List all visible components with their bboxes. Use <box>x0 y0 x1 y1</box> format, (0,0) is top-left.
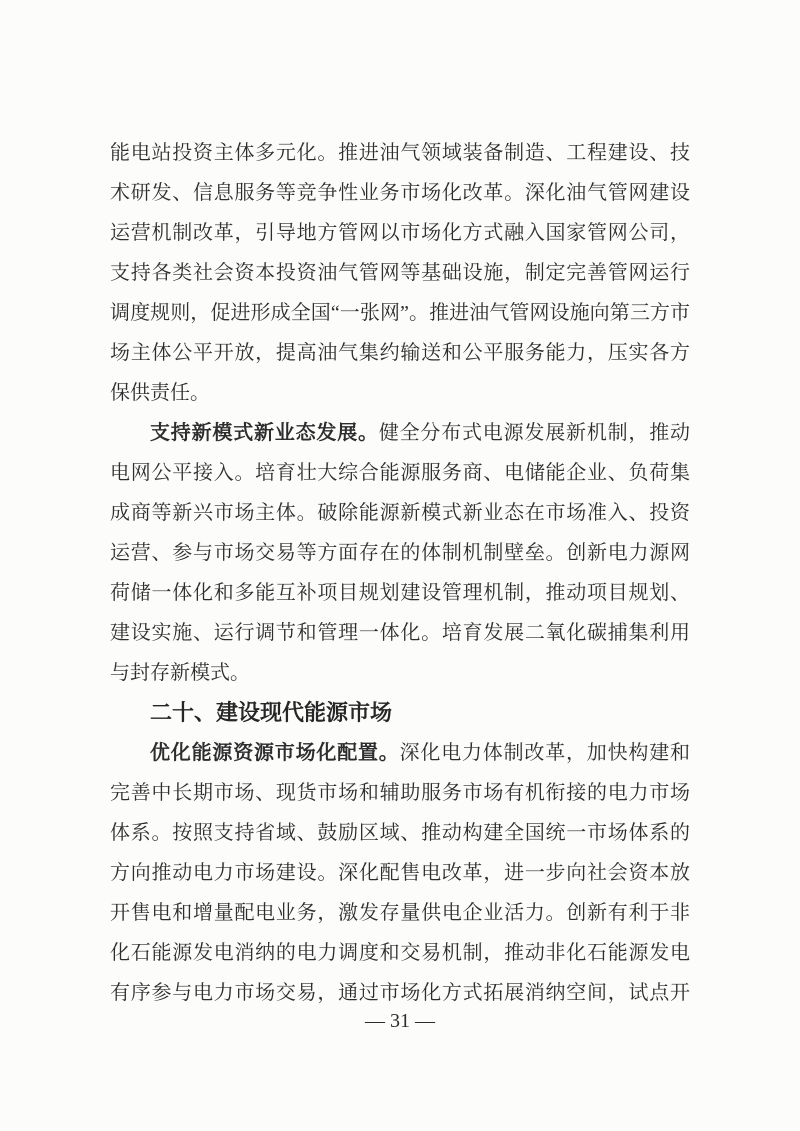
body-line: 成商等新兴市场主体。破除能源新模式新业态在市场准入、投资 <box>110 502 690 524</box>
body-line: 完善中长期市场、现货市场和辅助服务市场有机衔接的电力市场 <box>110 782 690 804</box>
body-line: 与封存新模式。 <box>110 662 250 684</box>
body-line: 场主体公平开放，提高油气集约输送和公平服务能力，压实各方 <box>110 342 690 364</box>
body-line: 荷储一体化和多能互补项目规划建设管理机制，推动项目规划、 <box>110 582 690 604</box>
body-line: 方向推动电力市场建设。深化配售电改革，进一步向社会资本放 <box>110 862 690 884</box>
body-line: 调度规则，促进形成全国“一张网”。推进油气管网设施向第三方市 <box>110 302 690 324</box>
body-line: 能电站投资主体多元化。推进油气领域装备制造、工程建设、技 <box>110 142 690 164</box>
paragraph-first-line <box>110 413 690 453</box>
body-line: 有序参与电力市场交易，通过市场化方式拓展消纳空间，试点开 <box>110 982 690 1004</box>
section-heading: 二十、建设现代能源市场 <box>150 700 393 725</box>
body-line: 运营机制改革，引导地方管网以市场化方式融入国家管网公司， <box>110 222 690 244</box>
body-line: 保供责任。 <box>110 382 210 404</box>
body-text <box>110 133 690 1013</box>
body-line: 建设实施、运行调节和管理一体化。培育发展二氧化碳捕集利用 <box>110 622 690 644</box>
paragraph-first-line <box>110 733 690 773</box>
body-line-text: 健全分布式电源发展新机制，推动 <box>378 422 690 444</box>
body-line: 化石能源发电消纳的电力调度和交易机制，推动非化石能源发电 <box>110 942 690 964</box>
body-line: 体系。按照支持省域、鼓励区域、推动构建全国统一市场体系的 <box>110 822 690 844</box>
body-line: 支持各类社会资本投资油气管网等基础设施，制定完善管网运行 <box>110 262 690 284</box>
body-line: 开售电和增量配电业务，激发存量供电企业活力。创新有利于非 <box>110 902 690 924</box>
body-line: 电网公平接入。培育壮大综合能源服务商、电储能企业、负荷集 <box>110 462 690 484</box>
body-line: 术研发、信息服务等竞争性业务市场化改革。深化油气管网建设 <box>110 182 690 204</box>
paragraph-lead-bold: 支持新模式新业态发展。 <box>150 422 379 444</box>
body-line: 运营、参与市场交易等方面存在的体制机制壁垒。创新电力源网 <box>110 542 690 564</box>
paragraph-lead-bold: 优化能源资源市场化配置。 <box>150 742 400 764</box>
page-number: — 31 — <box>365 1010 435 1032</box>
body-line-text: 深化电力体制改革，加快构建和 <box>399 742 690 764</box>
